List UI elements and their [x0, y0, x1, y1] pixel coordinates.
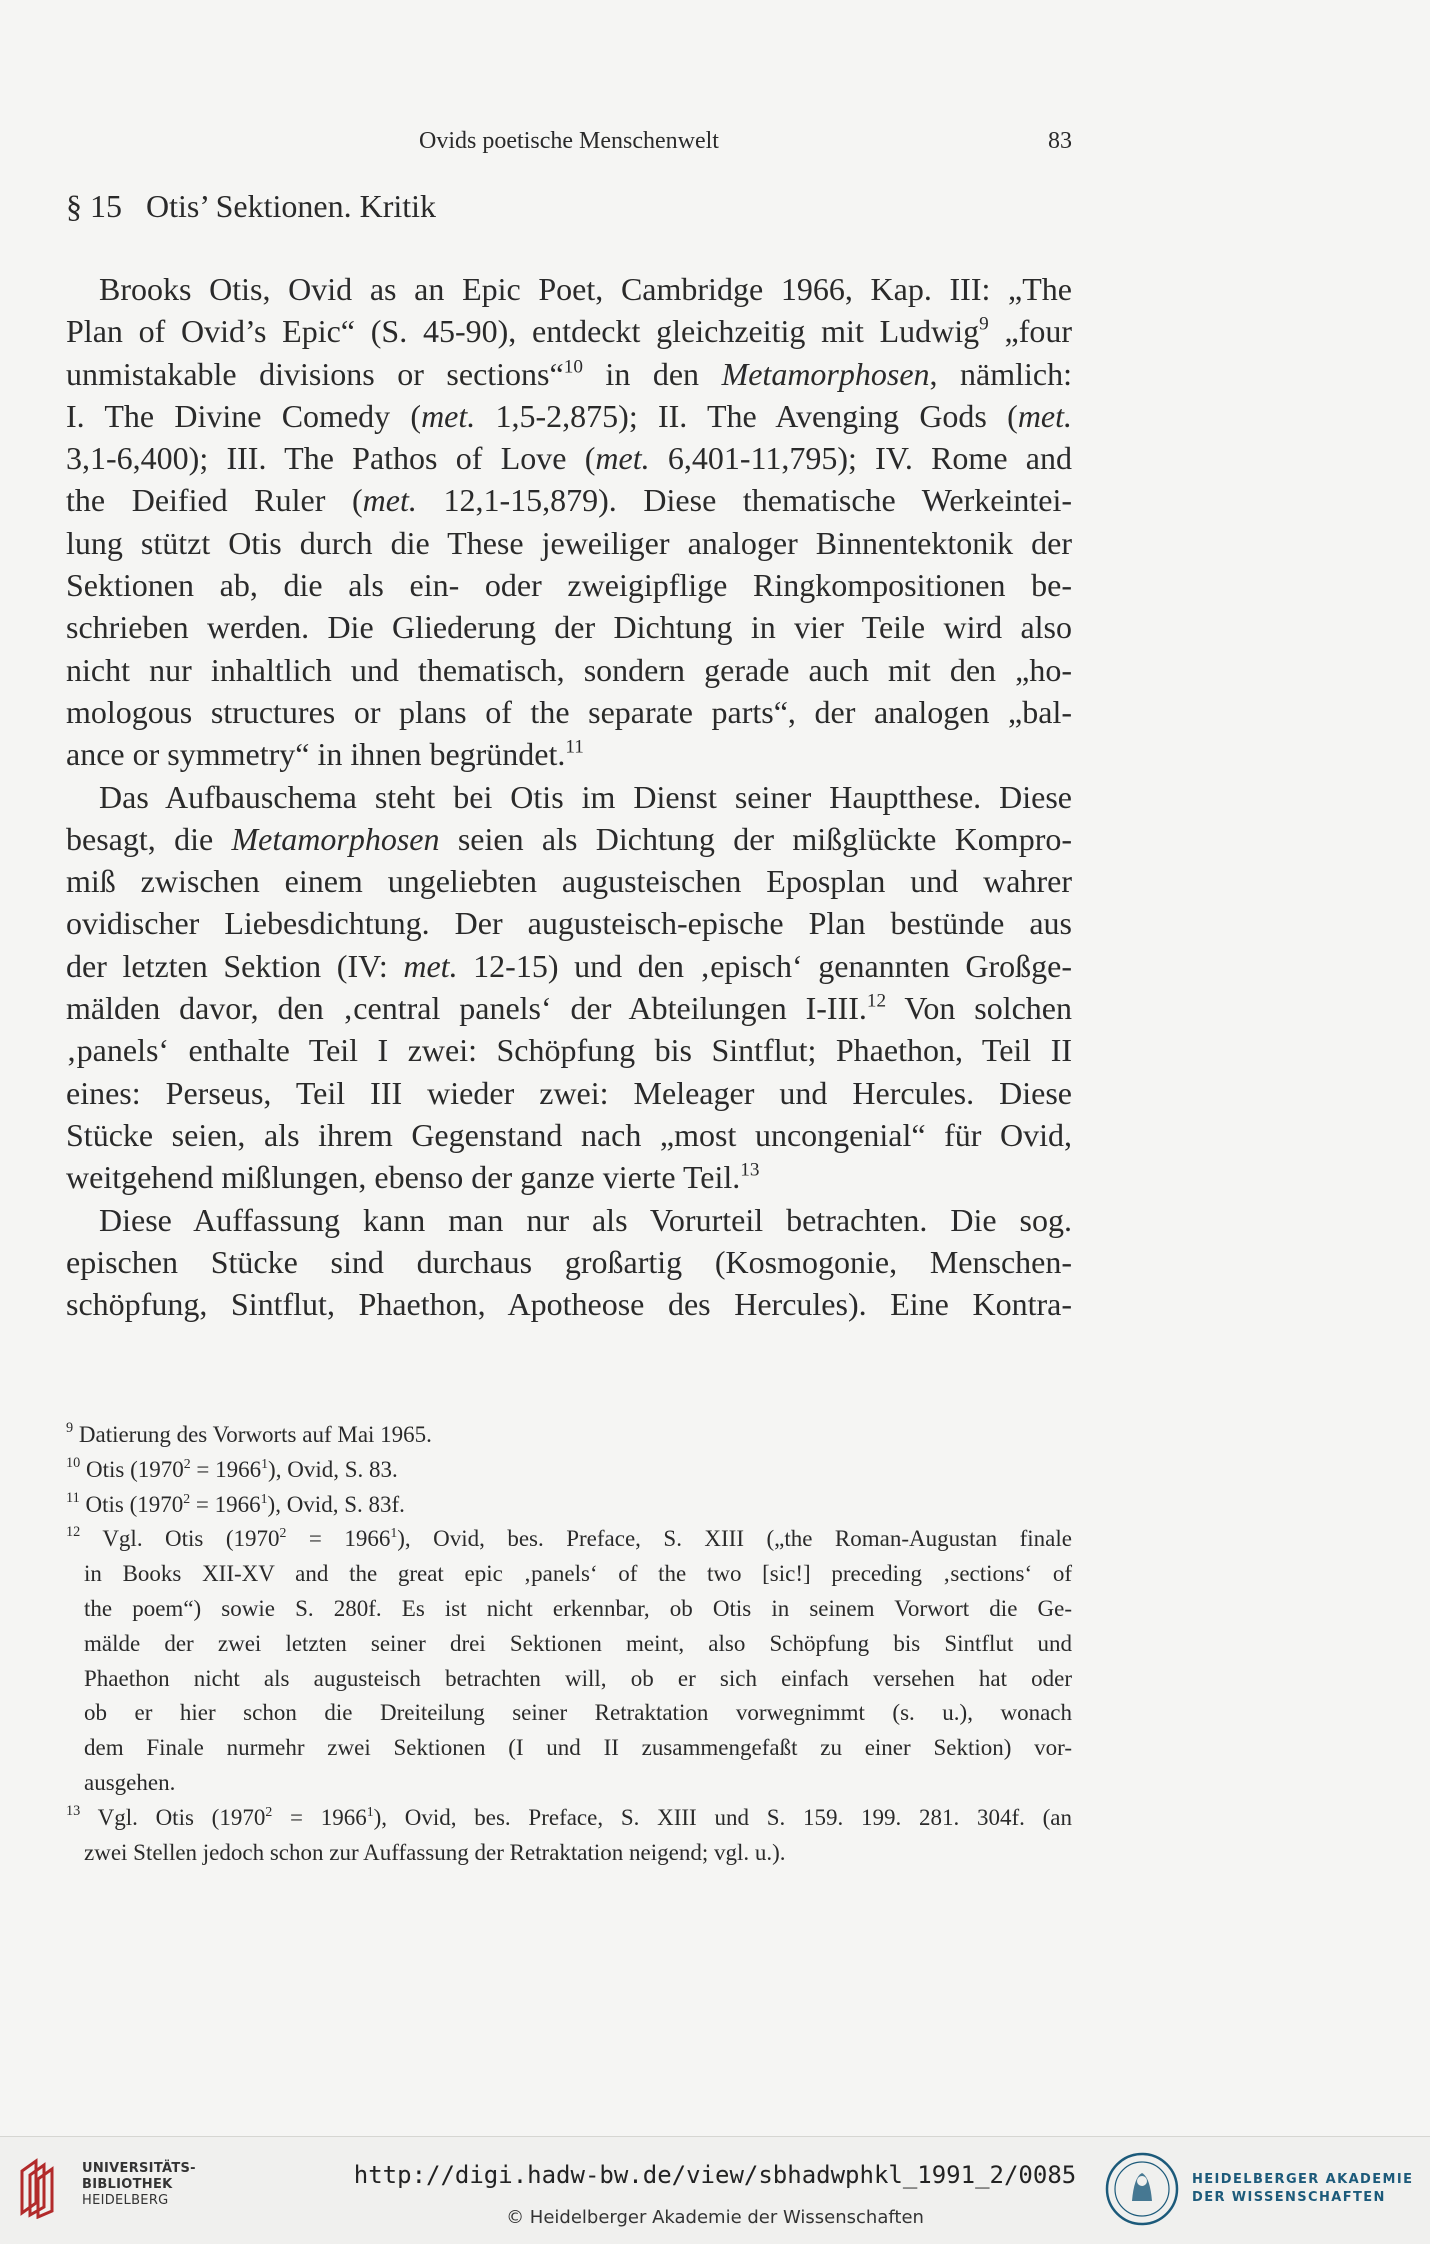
text-line: Diese Auffassung kann man nur als Vorurteil betrachten. Die sog. [99, 1201, 1072, 1238]
text-line: Stücke seien, als ihrem Gegenstand nach „most uncongenial“ für Ovid, [66, 1116, 1072, 1153]
body-text [66, 268, 1072, 1325]
footnote-9 [66, 1418, 1072, 1453]
text-line: Sektionen ab, die als ein- oder zweigipflige Ringkompositionen be- [66, 567, 1072, 604]
footnote-ref[interactable]: 10 [563, 356, 583, 378]
footnote-line: mälde der zwei letzten seiner drei Sektionen meint, also Schöpfung bis Sintflut und [84, 1630, 1072, 1656]
copyright-notice: © Heidelberger Akademie der Wissenschaften [506, 2207, 924, 2228]
footnote-ref[interactable]: 9 [979, 313, 989, 335]
footnote-ref[interactable]: 12 [866, 990, 887, 1012]
text-line: schöpfung, Sintflut, Phaethon, Apotheose des Hercules). Eine Kontra- [66, 1286, 1072, 1323]
text-line: mologous structures or plans of the separate parts“, der analogen „bal- [66, 693, 1072, 730]
footnotes [66, 1418, 1072, 1870]
footnote-line: Phaethon nicht als augusteisch betrachten will, ob er sich einfach versehen hat oder [84, 1665, 1072, 1691]
running-title: Ovids poetische Menschenwelt [419, 128, 719, 154]
text-line: weitgehend mißlungen, ebenso der ganze vierte Teil.$^{13}$ [66, 1159, 760, 1196]
text-line: lung stützt Otis durch die These jeweiliger analoger Binnentektonik der [66, 524, 1072, 561]
text-line: I. The Divine Comedy (met. 1,5-2,875); II. The Avenging Gods (met. [66, 397, 1073, 434]
footnote-12 [66, 1522, 1072, 1800]
footnote-line: $^{11}$ Otis $(1970^2 = 1966^1)$, Ovid, S. 83f. [66, 1489, 405, 1517]
text-line: mälden davor, den ‚central panels‘ der Abteilungen I-III.$^{12}$ Von solchen [66, 990, 1072, 1027]
footnote-ref[interactable]: 11 [565, 736, 584, 758]
page-number: 83 [1048, 128, 1072, 154]
footnote-line: $^9$ Datierung des Vorworts auf Mai 1965. [66, 1420, 432, 1447]
footnote-10 [66, 1453, 1072, 1488]
text-line: eines: Perseus, Teil III wieder zwei: Meleager und Hercules. Diese [66, 1074, 1072, 1111]
text-line: ‚panels‘ enthalte Teil I zwei: Schöpfung bis Sintflut; Phaethon, Teil II [66, 1032, 1072, 1069]
paragraph-1 [66, 268, 1072, 776]
hadw-label[interactable]: HEIDELBERGER AKADEMIE DER WISSENSCHAFTEN [1192, 2172, 1414, 2205]
ub-heidelberg-label[interactable]: UNIVERSITÄTS- BIBLIOTHEK HEIDELBERG [82, 2161, 196, 2208]
footnote-line: ausgehen. [84, 1769, 176, 1795]
viewer-footer [0, 2136, 1430, 2244]
text-line: Das Aufbauschema steht bei Otis im Dienst seiner Hauptthese. Diese [99, 778, 1072, 815]
text-line: ance or symmetry“ in ihnen begründet.$^{11}$ [66, 736, 584, 773]
section-heading: § 15 Otis’ Sektionen. Kritik [66, 188, 437, 224]
text-line: miß zwischen einem ungeliebten augusteischen Eposplan und wahrer [66, 863, 1072, 900]
text-line: Brooks Otis, Ovid as an Epic Poet, Cambridge 1966, Kap. III: „The [99, 271, 1072, 307]
footnote-13 [66, 1801, 1072, 1871]
footnote-ref[interactable]: 13 [740, 1159, 760, 1181]
running-header [66, 128, 1072, 158]
permalink-url[interactable]: http://digi.hadw-bw.de/view/sbhadwphkl_1991_2/0085 [353, 2161, 1077, 2189]
text-line: 3,1-6,400); III. The Pathos of Love (met. 6,401-11,795); IV. Rome and [66, 440, 1073, 477]
text-line: besagt, die Metamorphosen seien als Dichtung der mißglückte Kompro- [66, 820, 1073, 857]
hadw-seal-icon[interactable] [1104, 2151, 1180, 2227]
text-line: Plan of Ovid’s Epic“ (S. 45-90), entdeckt gleichzeitig mit Ludwig$^9$ „four [66, 313, 1073, 350]
footnote-line: dem Finale nurmehr zwei Sektionen (I und II zusammengefaßt zu einer Sektion) vor- [84, 1735, 1072, 1761]
paragraph-3 [66, 1199, 1072, 1326]
text-line: the Deified Ruler (met. 12,1-15,879). Diese thematische Werkeintei- [66, 482, 1073, 519]
text-line: schrieben werden. Die Gliederung der Dichtung in vier Teile wird also [66, 609, 1072, 646]
text-line: ovidischer Liebesdichtung. Der augusteisch-epische Plan bestünde aus [66, 905, 1072, 942]
footnote-line: ob er hier schon die Dreiteilung seiner Retraktation vorwegnimmt (s. u.), wonach [84, 1700, 1072, 1726]
paragraph-2 [66, 776, 1072, 1199]
footnote-line: $^{10}$ Otis $(1970^2 = 1966^1)$, Ovid, S. 83. [66, 1454, 398, 1482]
text-line: epischen Stücke sind durchaus großartig (Kosmogonie, Menschen- [66, 1243, 1072, 1280]
footnote-11 [66, 1488, 1072, 1523]
text-line: unmistakable divisions or sections“$^{10}$ in den Metamorphosen, nämlich: [66, 355, 1073, 392]
footnote-line: the poem“) sowie S. 280f. Es ist nicht erkennbar, ob Otis in seinem Vorwort die Ge- [84, 1595, 1072, 1621]
footnote-line: $^{13}$ Vgl. Otis $(1970^2 = 1966^1)$, Ovid, bes. Preface, S. XIII und S. 159. 199. 281. 304f. (an [66, 1802, 1072, 1830]
text-line: nicht nur inhaltlich und thematisch, sondern gerade auch mit den „ho- [66, 651, 1072, 688]
footnote-line: in Books XII-XV and the great epic ‚panels‘ of the two [sic!] preceding ‚sections‘ of [84, 1561, 1072, 1587]
footnote-line: $^{12}$ Vgl. Otis $(1970^2 = 1966^1)$, Ovid, bes. Preface, S. XIII („the Roman-Augustan finale [66, 1524, 1072, 1552]
footnote-line: zwei Stellen jedoch schon zur Auffassung der Retraktation neigend; vgl. u.). [84, 1839, 786, 1865]
text-line: der letzten Sektion (IV: met. 12-15) und den ‚episch‘ genannten Großge- [66, 947, 1073, 984]
